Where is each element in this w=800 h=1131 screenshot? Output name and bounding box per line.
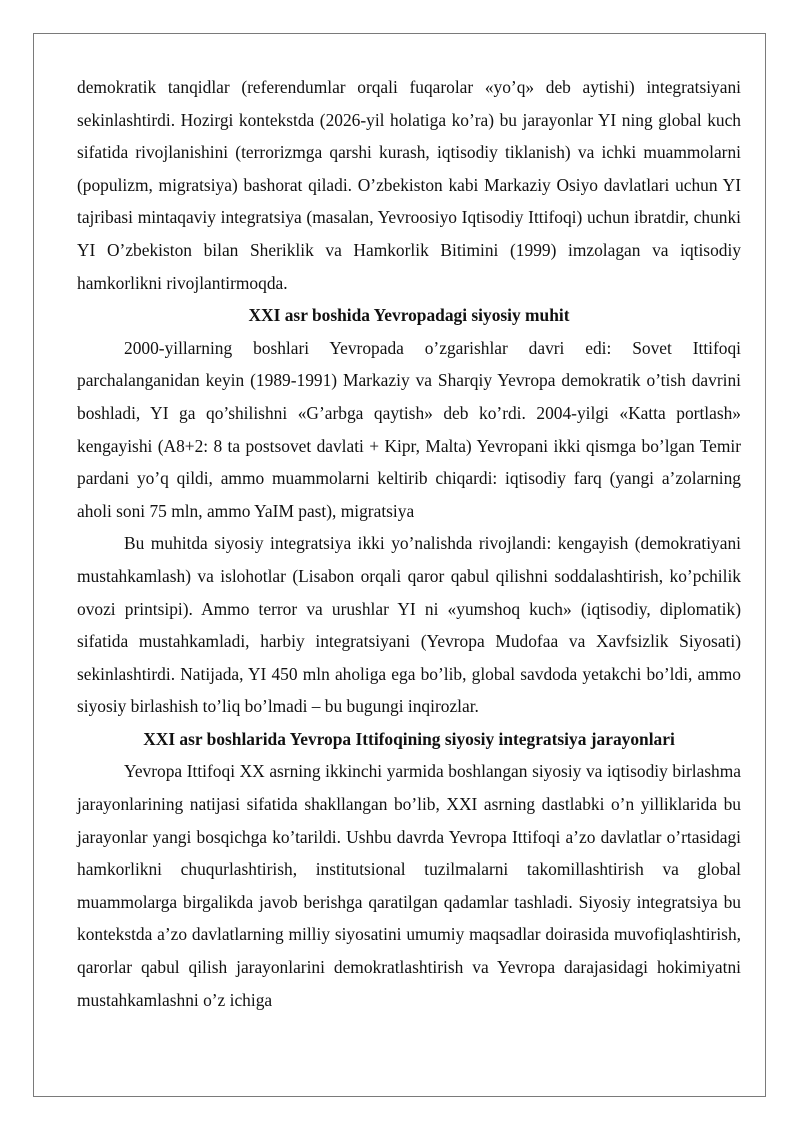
paragraph: 2000-yillarning boshlari Yevropada o’zgarishlar davri edi: Sovet Ittifoqi parchalanganidan keyin (1989-1991) Markaziy va Sharqiy Yevropa demokratik o’tish davrini boshladi, YI ga qo’shilishni «G’arbga qaytish» deb ko’rdi. 2004-yilgi «Katta portlash» kengayishi (A8+2: 8 ta postsovet davlati + Kipr, Malta) Yevropani ikki qismga bo’lgan Temir pardani yo’q qildi, ammo muammolarni keltirib chiqardi: iqtisodiy farq (yangi a’zolarning aholi soni 75 mln, ammo YaIM past), migratsiya xyxy=(77,337,741,521)
paragraph: Bu muhitda siyosiy integratsiya ikki yo’nalishda rivojlandi: kengayish (demokratiyani mustahkamlash) va islohotlar (Lisabon orqali qaror qabul qilishni soddalashtirish, ko’pchilik ovozi printsipi). Ammo terror va urushlar YI ni «yumshoq kuch» (iqtisodiy, diplomatik) sifatida mustahkamladi, harbiy integratsiyani (Yevropa Mudofaa va Xavfsizlik Siyosati) sekinlashtirdi. Natijada, YI 450 mln aholiga ega bo’lib, global savdoda yetakchi bo’ldi, ammo siyosiy birlashish to’liq bo’lmadi – bu bugungi inqirozlar. xyxy=(77,533,741,717)
document-body xyxy=(77,71,741,1016)
section-heading: XXI asr boshida Yevropadagi siyosiy muhit xyxy=(248,305,570,326)
paragraph-continued: demokratik tanqidlar (referendumlar orqali fuqarolar «yo’q» deb aytishi) integratsiyani sekinlashtirdi. Hozirgi kontekstda (2026-yil holatiga ko’ra) bu jarayonlar YI ning global kuch sifatida rivojlanishini (terrorizmga qarshi kurash, iqtisodiy tiklanish) va ichki muammolarni (populizm, migratsiya) bashorat qiladi. O’zbekiston kabi Markaziy Osiyo davlatlari uchun YI tajribasi mintaqaviy integratsiya (masalan, Yevroosiyo Iqtisodiy Ittifoqi) uchun ibratdir, chunki YI O’zbekiston bilan Sheriklik va Hamkorlik Bitimini (1999) imzolagan va iqtisodiy hamkorlikni rivojlantirmoqda. xyxy=(77,77,741,293)
paragraph: Yevropa Ittifoqi XX asrning ikkinchi yarmida boshlangan siyosiy va iqtisodiy birlashma jarayonlarining natijasi sifatida shakllangan bo’lib, XXI asrning dastlabki o’n yilliklarida bu jarayonlar yangi bosqichga ko’tarildi. Ushbu davrda Yevropa Ittifoqi a’zo davlatlar o’rtasidagi hamkorlikni chuqurlashtirish, institutsional tuzilmalarni takomillashtirish va global muammolarga birgalikda javob berishga qaratilgan qadamlar tashladi. Siyosiy integratsiya bu kontekstda a’zo davlatlarning milliy siyosatini umumiy maqsadlar doirasida muvofiqlashtirish, qarorlar qabul qilish jarayonlarini demokratlashtirish va Yevropa darajasidagi hokimiyatni mustahkamlashni o’z ichiga xyxy=(77,761,741,1010)
section-heading: XXI asr boshlarida Yevropa Ittifoqining siyosiy integratsiya jarayonlari xyxy=(143,728,675,749)
